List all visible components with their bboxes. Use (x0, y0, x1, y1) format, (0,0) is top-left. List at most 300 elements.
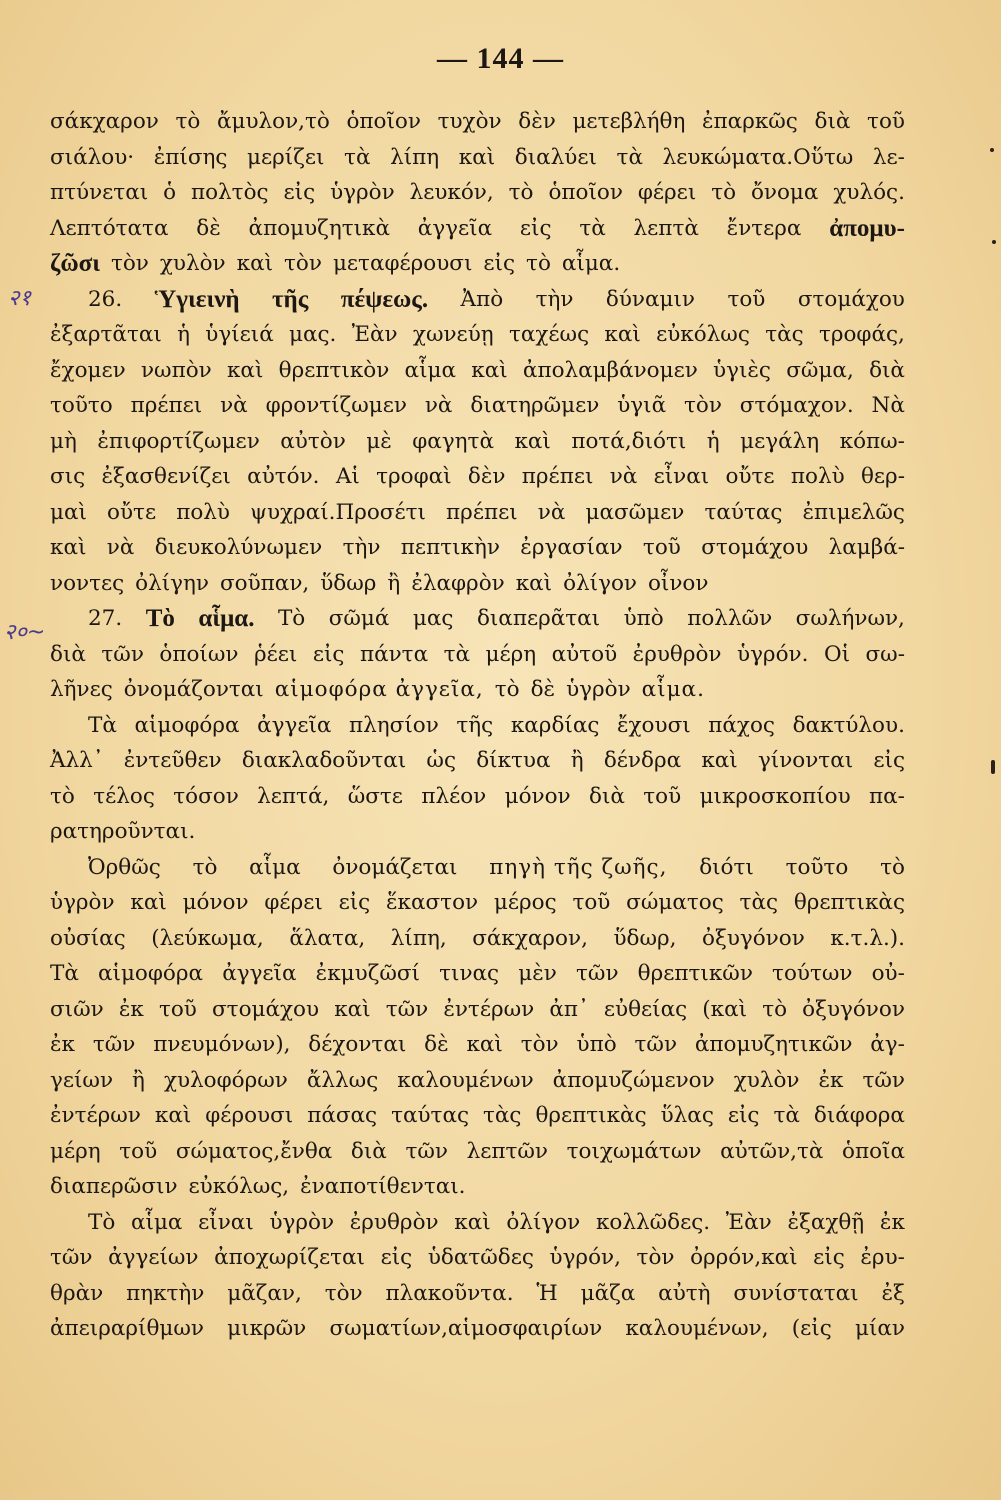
word: μόνον (182, 890, 249, 915)
word: χωνεύῃ (412, 322, 494, 347)
word: ὑγρὸν (330, 180, 395, 205)
word: 26. (88, 286, 123, 312)
word: καὶ (458, 144, 496, 170)
word: Ἀλλ᾽ (50, 748, 104, 773)
text-line (50, 956, 905, 992)
word: πέψεως. (340, 285, 429, 313)
text-line (50, 1098, 905, 1134)
word: τὰς (739, 890, 779, 915)
word: αἱμοφόρα (98, 961, 204, 986)
word: θρεπτικὰς (793, 890, 905, 915)
word: μετεβλήθη (572, 109, 686, 134)
word: θερ- (860, 464, 905, 489)
word: μερίζει (247, 144, 325, 170)
word: ψυχραί.Προσέτι (250, 499, 426, 525)
word: κόπω- (839, 428, 905, 454)
word: Τὰ (50, 961, 79, 986)
handwritten-margin-mark: २१ (8, 286, 31, 311)
word: αἷμα. (561, 251, 621, 276)
word: τῶν (50, 1245, 93, 1270)
word: εἰς (338, 890, 371, 915)
word: μασῶμεν (585, 499, 685, 525)
text-line (50, 672, 905, 708)
text-line (50, 885, 905, 921)
word: ταχέως (508, 322, 590, 347)
word: κ.τ.λ.). (830, 925, 905, 951)
word: τοῦ (119, 1138, 158, 1164)
text-line (50, 601, 905, 637)
word: πολτὸς (190, 180, 269, 205)
word: Νὰ (871, 393, 905, 418)
word: εἰς (483, 251, 516, 276)
word: σώματος (626, 890, 724, 915)
word: ἔχομεν (50, 357, 126, 383)
word: ὄνομα (750, 180, 819, 205)
word: ἔχουσι (616, 712, 691, 738)
word: ἀποχωρίζεται (214, 1245, 365, 1270)
word: οὔτε (725, 464, 775, 489)
word: ἀγγεῖα (257, 712, 332, 738)
word: νὰ (609, 464, 638, 489)
text-line (50, 246, 905, 282)
word: ὕλας (660, 1103, 714, 1128)
word: εἰς (312, 641, 345, 667)
word: αὐτόν. (247, 464, 320, 489)
word: ἢ (570, 748, 584, 773)
word: χυλός. (833, 180, 905, 205)
text-line (50, 1205, 905, 1241)
word: πηγὴ τῆς ζωῆς, (489, 854, 668, 880)
word: θρεπτικὸν (278, 357, 390, 383)
word: τὸ (880, 854, 905, 880)
word: ποτά,διότι (571, 428, 687, 454)
word: δέχονται (308, 1032, 407, 1057)
word: λεπτῶν (466, 1138, 548, 1164)
word: ὑγιὲς (713, 357, 771, 383)
word: τοῦ (642, 535, 681, 560)
word: λίπη (390, 144, 440, 170)
text-line (50, 1134, 905, 1170)
word: τόσον (173, 783, 239, 809)
word: συνίσταται (733, 1280, 859, 1306)
word: στομάχου (701, 535, 809, 560)
word: μὲν (518, 961, 557, 986)
word: ὕδωρ, (613, 925, 677, 951)
word: μας (412, 606, 454, 631)
word: μίαν (854, 1316, 905, 1341)
word: τὸν (636, 1245, 675, 1270)
word: ἀγγείων (108, 1245, 199, 1270)
word: τοῦ (727, 286, 766, 312)
word: καὶ (50, 535, 87, 560)
word: μέρη (485, 641, 537, 667)
word: τὴν (535, 286, 574, 312)
word: εἰς (873, 748, 905, 773)
word: δὲν (518, 109, 556, 134)
word: ἐπίσης (153, 144, 228, 170)
word: τὸ (192, 854, 218, 880)
word: σω- (865, 641, 905, 667)
word: τὸν (520, 1032, 559, 1057)
word: Οἱ (823, 641, 850, 667)
word: αὐτὴ (658, 1280, 711, 1306)
word: στομάχου (212, 996, 320, 1022)
word: τοῦ (867, 109, 905, 134)
word: διότι (699, 854, 754, 880)
word: ἐπιφορτίζωμεν (97, 428, 260, 454)
word: Τὸ (277, 606, 306, 631)
word: αἱμοφόρα (134, 712, 240, 738)
word: φέρει (264, 890, 323, 915)
word: κολλῶδες. (595, 1209, 711, 1235)
word: μᾶζαν, (227, 1280, 302, 1306)
word: τῶν (101, 641, 144, 667)
word: μὲ (366, 428, 392, 454)
word: αἷμα. (198, 605, 255, 632)
word: ὀξυγόνον (802, 996, 905, 1022)
text-line (50, 992, 905, 1028)
paper-speck (991, 760, 995, 774)
word: σάκχαρον, (472, 925, 588, 951)
word: καλουμένων (397, 1067, 534, 1093)
word: πρέπει (521, 464, 594, 489)
word: σιάλου· (50, 144, 135, 170)
word: ἀπολαμβάνομεν (522, 357, 698, 383)
word: δίκτυα (476, 748, 551, 773)
word: ὀλίγην (135, 570, 209, 596)
word: καὶ (514, 428, 551, 454)
word: τὸ (526, 251, 551, 276)
word: μικροσκοπίου (699, 783, 851, 809)
word: ὀνομάζεται (332, 854, 458, 880)
word: χυλὸν (159, 251, 226, 276)
word: τοῦ (643, 783, 682, 809)
word: νὰ (537, 499, 566, 525)
word: τῆς (272, 285, 309, 313)
word: μαὶ (50, 499, 87, 525)
word: ταύτας (391, 1103, 469, 1128)
word: ἐκ (879, 1209, 905, 1235)
word: ἐκ (818, 1067, 844, 1093)
word: σῶμα, (786, 357, 854, 383)
word: τὸ (508, 180, 534, 205)
word: οὔτε (107, 499, 157, 525)
word: τῶν (576, 961, 619, 986)
word: δὲν (467, 464, 506, 489)
body-text (50, 104, 905, 1347)
word: αὐτοῦ (551, 641, 618, 667)
word: πρέπει (130, 393, 203, 418)
word: ἀπομυ- (829, 214, 905, 242)
word: σάκχαρον (50, 109, 159, 134)
word: λεπτὰ (633, 215, 699, 241)
word: ἐκ (118, 996, 144, 1022)
word: πλησίον (349, 712, 439, 738)
word: αἷμα (249, 854, 301, 880)
word: λεπτά, (257, 783, 330, 809)
word: τὰ (443, 641, 471, 667)
text-line (50, 566, 905, 602)
word: οὐ- (871, 961, 905, 986)
word: μέρη (50, 1138, 101, 1164)
word: εἰς (380, 1245, 413, 1270)
text-line (50, 282, 905, 318)
word: αἷμα (131, 1209, 183, 1235)
word: διατηρῶμεν (470, 393, 600, 418)
word: μέρος (493, 890, 557, 915)
word: ἐξασθενίζει (101, 464, 231, 489)
word: (εἰς (791, 1316, 832, 1341)
word: ζῶσι (50, 250, 100, 277)
word: δύναμιν (605, 286, 695, 312)
word: καὶ (130, 890, 167, 915)
word: τοῦ (158, 996, 197, 1022)
text-line (50, 175, 905, 211)
word: νὰ (220, 393, 248, 418)
word: τροφαὶ (376, 464, 452, 489)
word: ἡ (706, 428, 720, 454)
word: τὸν (683, 393, 722, 418)
word: πλακοῦντα. (385, 1280, 514, 1306)
word: πρέπει (446, 499, 518, 525)
text-line (50, 140, 905, 176)
word: φαγητὰ (412, 428, 494, 454)
word: τούτων (772, 961, 853, 986)
word: καὶ (236, 251, 274, 276)
text-line (50, 850, 905, 886)
word: ὀλίγον (563, 570, 637, 596)
text-line (50, 1027, 905, 1063)
word: σῶμά (328, 606, 390, 631)
word: ἐναποτίθενται. (300, 1174, 466, 1199)
word: πάχος (708, 712, 775, 738)
word: τοῦτο (785, 854, 849, 880)
word: εὐκόλως, (188, 1174, 290, 1199)
text-line (50, 1063, 905, 1099)
word: πεπτικὴν (400, 535, 500, 560)
word: ἀγγεῖα (222, 961, 297, 986)
word: ὑπὸ (576, 1032, 617, 1057)
word: μας. (289, 322, 337, 347)
word: πα- (869, 783, 905, 809)
word: πτύνεται (50, 180, 149, 205)
word: τὰς (765, 322, 804, 347)
word: Ἐὰν (725, 1209, 772, 1235)
word: λευκόν, (409, 180, 494, 205)
word: καὶ (226, 357, 264, 383)
text-line (50, 743, 905, 779)
word: καὶ (471, 357, 508, 383)
word: τὸν (284, 251, 322, 276)
word: διὰ (50, 641, 86, 667)
word: ἐρυ- (860, 1245, 905, 1270)
word: γίνονται (757, 748, 854, 773)
word: Ἡ (536, 1280, 558, 1306)
word: ὑγρόν, (549, 1245, 621, 1270)
word: τῶν (405, 1138, 448, 1164)
word: τὰ (344, 144, 371, 170)
word: (λεύκωμα, (151, 925, 264, 951)
text-line (50, 459, 905, 495)
handwritten-margin-mark: २०~ (4, 620, 46, 645)
word: καὶ (701, 748, 738, 773)
word: τῆς (456, 712, 494, 738)
word: Τὰ (88, 712, 117, 738)
word: ὕδωρ (320, 570, 377, 596)
word: τυχὸν (437, 109, 502, 134)
word: δένδρα (603, 748, 682, 773)
word: καρδίας (510, 712, 600, 738)
word: τέλος (93, 783, 155, 809)
word: σώματος,ἔνθα (175, 1138, 333, 1164)
text-line (50, 530, 905, 566)
text-line (50, 1276, 905, 1312)
text-line (50, 1240, 905, 1276)
text-line (50, 353, 905, 389)
word: ὁποίων (159, 641, 239, 667)
word: εἰς (283, 180, 316, 205)
word: ἢ (387, 570, 401, 596)
word: ἕκαστον (386, 890, 479, 915)
word: τὸ (711, 180, 737, 205)
word: ἐκμυζῶσί (315, 961, 420, 986)
word: τὸ (494, 677, 520, 702)
text-line (50, 814, 905, 850)
word: αὐτὸν (280, 428, 346, 454)
word: ὑγρὸν (50, 890, 115, 915)
word: ὡς (426, 748, 456, 773)
word: ὑπὸ (623, 606, 664, 631)
word: ἀπομυζώμενον (552, 1067, 715, 1093)
word: εὐθείας (603, 996, 688, 1022)
text-line (50, 495, 905, 531)
word: ἡ (177, 322, 190, 347)
word: πάντα (359, 641, 429, 667)
word: ὑγρὸν (566, 677, 631, 702)
word: νὰ (424, 393, 453, 418)
word: Ὑγιεινὴ (154, 285, 240, 313)
word: Λεπτότατα (50, 215, 169, 241)
word: στομάχου (797, 286, 905, 312)
word: εἰς (727, 1103, 760, 1128)
word: ὑγίειά (205, 322, 274, 347)
word: 27. (88, 606, 123, 631)
word: δὲ (196, 215, 221, 241)
word: φέρει (637, 180, 697, 205)
word: φροντίζωμεν (265, 393, 407, 418)
word: οἶνον (647, 570, 709, 596)
word: λε- (872, 144, 905, 170)
word: σιῶν (50, 996, 104, 1022)
word: ταύτας (704, 499, 783, 525)
word: ἐρυθρὸν (632, 641, 722, 667)
text-line (50, 1169, 905, 1205)
word: ἐπιμελῶς (802, 499, 905, 525)
word: τοῦ (572, 890, 611, 915)
text-line (50, 424, 905, 460)
word: εὐκόλως (656, 322, 750, 347)
word: πνευμόνων), (153, 1032, 291, 1057)
text-line (50, 211, 905, 247)
word: ὀρρόν,καὶ (690, 1245, 798, 1270)
word: τὸ (175, 109, 201, 134)
word: πολὺ (790, 464, 845, 489)
word: ἐρυθρὸν (349, 1209, 439, 1235)
word: (καὶ (702, 996, 748, 1022)
word: διαπερᾶται (476, 606, 601, 631)
text-line (50, 637, 905, 673)
text-line (50, 708, 905, 744)
word: πολλῶν (687, 606, 773, 631)
word: ἢ (132, 1067, 145, 1093)
word: τὸν (110, 251, 149, 276)
word: θρὰν (50, 1280, 104, 1306)
word: Αἱ (335, 464, 360, 489)
word: ῥέει (253, 641, 298, 667)
word: ἀγγεῖα (417, 215, 493, 241)
word: ἀπομυζητικὰ (248, 215, 390, 241)
text-line (50, 779, 905, 815)
word: πολὺ (176, 499, 230, 525)
text-line (50, 317, 905, 353)
word: καὶ (454, 1209, 491, 1235)
word: δὲ (530, 677, 556, 702)
word: δακτύλου. (792, 712, 905, 738)
word: εἰς (813, 1245, 845, 1270)
word: αἱμοφόρα ἀγγεῖα, (274, 677, 484, 702)
word: ἐντεῦθεν (123, 748, 222, 773)
word: νωπὸν (140, 357, 212, 383)
word: ἐργασίαν (520, 535, 623, 560)
word: ὁ (163, 180, 177, 205)
word: τῶν (385, 996, 429, 1022)
word: τὰ (616, 144, 643, 170)
word: σωματίων,αἱμοσφαιρίων (329, 1316, 603, 1341)
word: ὁποῖον (346, 109, 421, 134)
word: τῶν (862, 1067, 905, 1093)
word: καὶ (334, 996, 371, 1022)
text-line (50, 1311, 905, 1347)
word: τὰς (482, 1103, 522, 1128)
word: γείων (50, 1067, 114, 1093)
word: φέρουσι (205, 1103, 294, 1128)
word: ἄμυλον,τὸ (216, 109, 330, 134)
word: μὴ (50, 428, 77, 454)
word: στόμαχον. (739, 393, 854, 418)
word: τὸ (762, 996, 788, 1022)
word: πλέον (421, 783, 487, 809)
word: ἄλλως (306, 1067, 379, 1093)
paper-speck (990, 148, 994, 152)
word: ἔντερα (726, 215, 802, 241)
word: ἐπαρκῶς (702, 109, 798, 134)
text-line (50, 388, 905, 424)
page-number: — 144 — (437, 42, 564, 75)
word: ὁποῖα (842, 1138, 905, 1164)
word: ὀνομάζονται (123, 677, 264, 702)
word: Τὸ (145, 605, 175, 632)
word: καὶ (154, 1103, 192, 1128)
word: ἅλατα, (289, 925, 366, 951)
word: χυλοφόρων (163, 1067, 288, 1093)
word: τὰ (579, 215, 606, 241)
word: τοῦτο (50, 393, 113, 418)
word: ἀπομυζητικῶν (694, 1032, 853, 1057)
word: διὰ (869, 357, 905, 383)
word: καλουμένων, (625, 1316, 769, 1341)
word: ὀλίγον (506, 1209, 581, 1235)
word: ὑγιᾶ (617, 393, 667, 418)
